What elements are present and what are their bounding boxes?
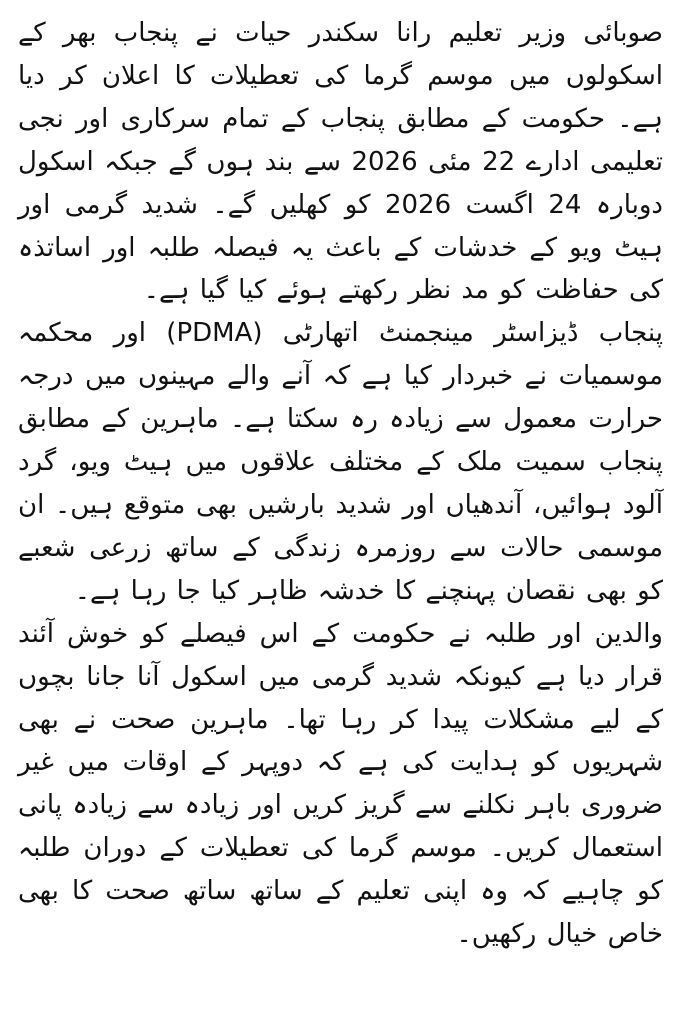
paragraph-public-reaction: والدین اور طلبہ نے حکومت کے اس فیصلے کو خوش آئند قرار دیا ہے کیونکہ شدید گرمی میں اسکول آنا جانا بچوں کے لیے مشکلات پیدا کر رہا تھا۔ ماہرین صحت نے بھی شہریوں کو ہدایت کی ہے کہ دوپہر کے اوقات میں غیر ضروری باہر نکلنے سے گریز کریں اور زیادہ سے زیادہ پانی استعمال کریں۔ موسم گرما کی تعطیلات کے دوران طلبہ کو چاہیے کہ وہ اپنی تعلیم کے ساتھ ساتھ صحت کا بھی خاص خیال رکھیں۔ xyxy=(18,618,663,950)
paragraph-weather-warning: پنجاب ڈیزاسٹر مینجمنٹ اتھارٹی (PDMA) اور محکمہ موسمیات نے خبردار کیا ہے کہ آنے والے مہینوں میں درجہ حرارت معمول سے زیادہ رہ سکتا ہے۔ ماہرین کے مطابق پنجاب سمیت ملک کے مختلف علاقوں میں ہیٹ ویو، گرد آلود ہوائیں، آندھیاں اور شدید بارشیں بھی متوقع ہیں۔ ان موسمی حالات سے روزمرہ زندگی کے ساتھ زرعی شعبے کو بھی نقصان پہنچنے کا خدشہ ظاہر کیا جا رہا ہے۔ xyxy=(18,318,664,606)
paragraph-summer-vacation-announcement: صوبائی وزیر تعلیم رانا سکندر حیات نے پنجاب بھر کے اسکولوں میں موسم گرما کی تعطیلات کا اعلان کر دیا ہے۔ حکومت کے مطابق پنجاب کے تمام سرکاری اور نجی تعلیمی ادارے 22 مئی 2026 سے بند ہوں گے جبکہ اسکول دوبارہ 24 اگست 2026 کو کھلیں گے۔ شدید گرمی اور ہیٹ ویو کے خدشات کے باعث یہ فیصلہ طلبہ اور اساتذہ کی حفاظت کو مد نظر رکھتے ہوئے کیا گیا ہے۔ xyxy=(18,18,663,306)
